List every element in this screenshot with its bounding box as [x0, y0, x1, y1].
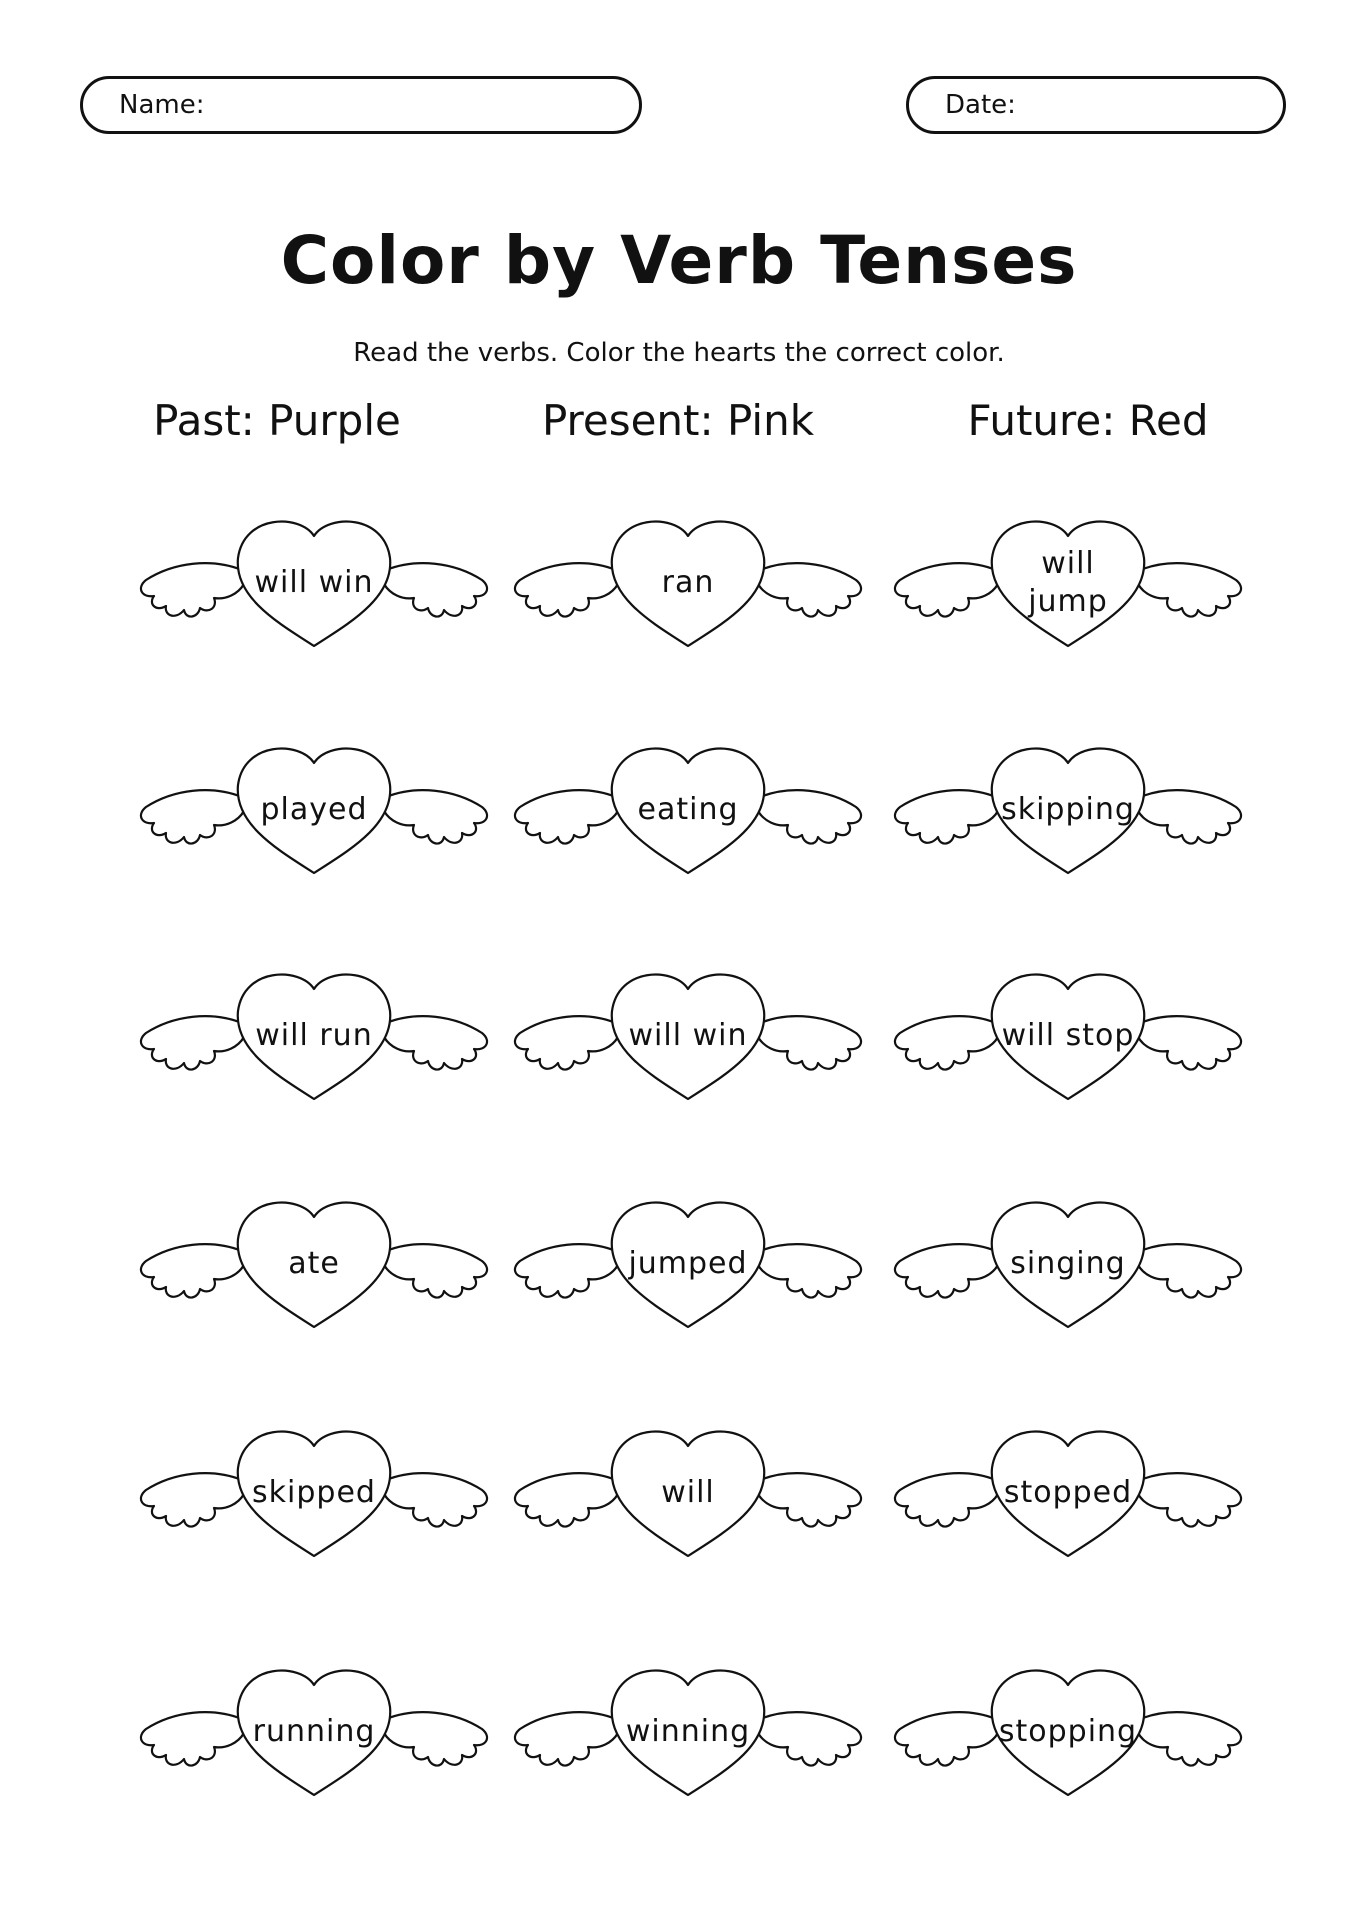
- winged-heart-r1-c1[interactable]: [134, 510, 494, 660]
- instructions: Read the verbs. Color the hearts the correct color.: [353, 338, 1005, 368]
- verb-label: jumped: [628, 1246, 748, 1281]
- winged-heart-r5-c2[interactable]: [508, 1420, 868, 1570]
- verb-label: will stop: [1001, 1018, 1135, 1053]
- winged-heart-r3-c1[interactable]: [134, 963, 494, 1113]
- verb-label: winning: [625, 1714, 751, 1749]
- winged-heart-r2-c2[interactable]: [508, 737, 868, 887]
- winged-heart-r6-c3[interactable]: [888, 1659, 1248, 1809]
- key-past-purple: Past: Purple: [153, 396, 401, 445]
- verb-label: stopping: [998, 1714, 1138, 1749]
- winged-heart-r2-c3[interactable]: [888, 737, 1248, 887]
- verb-label: running: [252, 1714, 376, 1749]
- winged-heart-r6-c1[interactable]: [134, 1659, 494, 1809]
- verb-label: eating: [637, 792, 739, 827]
- winged-heart-r1-c2[interactable]: [508, 510, 868, 660]
- winged-heart-r4-c2[interactable]: [508, 1191, 868, 1341]
- worksheet-title: Color by Verb Tenses: [280, 222, 1078, 299]
- verb-label: will win: [254, 565, 374, 600]
- verb-label: will jump: [1028, 546, 1108, 619]
- winged-heart-r4-c1[interactable]: [134, 1191, 494, 1341]
- verb-label: skipped: [252, 1475, 376, 1510]
- winged-heart-r6-c2[interactable]: [508, 1659, 868, 1809]
- winged-heart-r5-c1[interactable]: [134, 1420, 494, 1570]
- verb-label: will: [661, 1475, 715, 1510]
- verb-label: skipping: [1001, 792, 1135, 827]
- key-present-pink: Present: Pink: [541, 396, 815, 445]
- verb-label: singing: [1010, 1246, 1126, 1281]
- date-label: Date:: [945, 90, 1016, 120]
- verb-label: stopped: [1003, 1475, 1133, 1510]
- winged-heart-r5-c3[interactable]: [888, 1420, 1248, 1570]
- verb-label: will run: [255, 1018, 373, 1053]
- winged-heart-r4-c3[interactable]: [888, 1191, 1248, 1341]
- winged-heart-r1-c3[interactable]: [888, 510, 1248, 660]
- verb-label: ran: [661, 565, 715, 600]
- key-future-red: Future: Red: [967, 396, 1209, 445]
- winged-heart-r2-c1[interactable]: [134, 737, 494, 887]
- winged-heart-r3-c3[interactable]: [888, 963, 1248, 1113]
- verb-label: played: [260, 792, 368, 827]
- verb-label: will win: [628, 1018, 748, 1053]
- winged-heart-r3-c2[interactable]: [508, 963, 868, 1113]
- verb-label: ate: [288, 1246, 340, 1281]
- name-label: Name:: [119, 90, 205, 120]
